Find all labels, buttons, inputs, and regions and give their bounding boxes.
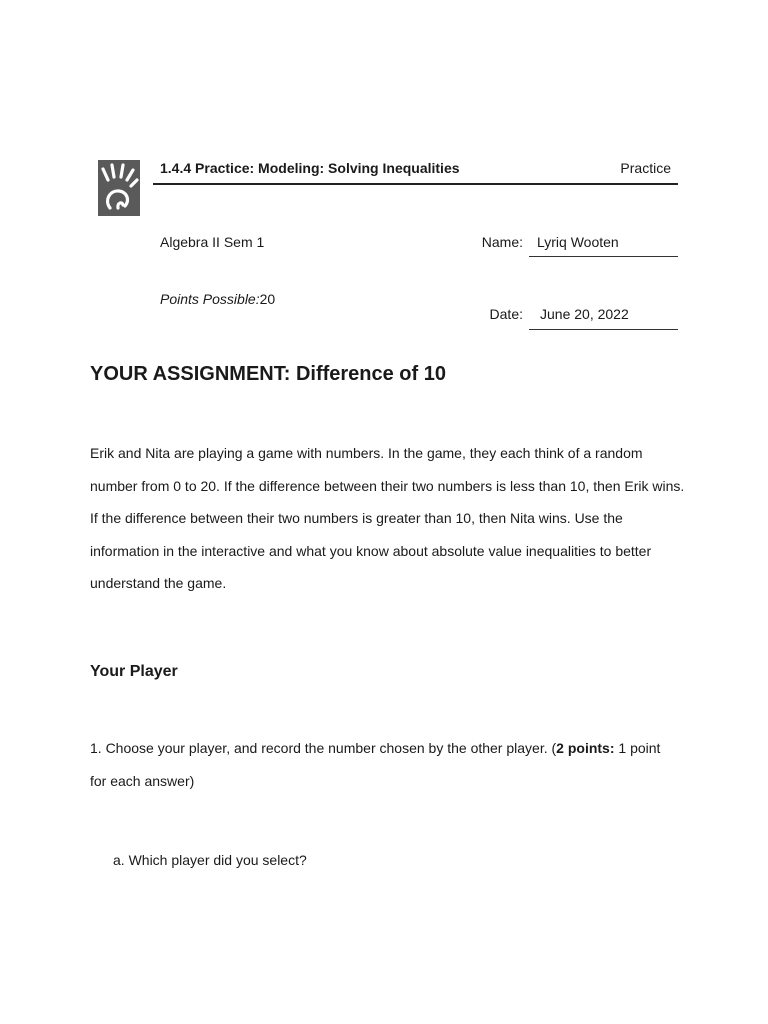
date-underline xyxy=(529,329,678,330)
course-name: Algebra II Sem 1 xyxy=(160,234,265,250)
points-possible-value: 20 xyxy=(259,291,276,307)
assignment-type-label: Practice xyxy=(620,160,671,176)
logo-icon xyxy=(98,160,140,216)
date-field[interactable]: June 20, 2022 xyxy=(540,306,629,322)
points-possible-label: Points Possible: xyxy=(160,291,260,307)
section-title-your-player: Your Player xyxy=(90,663,178,680)
date-label: Date: xyxy=(489,306,523,322)
assignment-header-title: 1.4.4 Practice: Modeling: Solving Inequalities xyxy=(160,160,460,176)
question-1-points: 2 points: xyxy=(556,740,615,756)
question-1 xyxy=(90,732,680,798)
points-possible xyxy=(160,291,275,307)
name-underline xyxy=(529,256,678,257)
assignment-intro: Erik and Nita are playing a game with numbers. In the game, they each think of a random number from 0 to 20. If the difference between their two numbers is less than 10, then Erik wins. If the difference between their two numbers is greater than 10, then Nita wins. Use the information in the interactive and what you know about absolute value inequalities to better understand the game. xyxy=(90,445,685,592)
name-field[interactable]: Lyriq Wooten xyxy=(537,234,619,250)
question-1-prefix: 1. Choose your player, and record the number chosen by the other player. ( xyxy=(90,740,557,756)
name-label: Name: xyxy=(481,234,523,250)
header-divider xyxy=(153,183,678,185)
assignment-title: YOUR ASSIGNMENT: Difference of 10 xyxy=(90,363,446,385)
question-1-suffix: 1 point for each answer) xyxy=(90,740,661,789)
question-1a: a. Which player did you select? xyxy=(113,852,307,868)
